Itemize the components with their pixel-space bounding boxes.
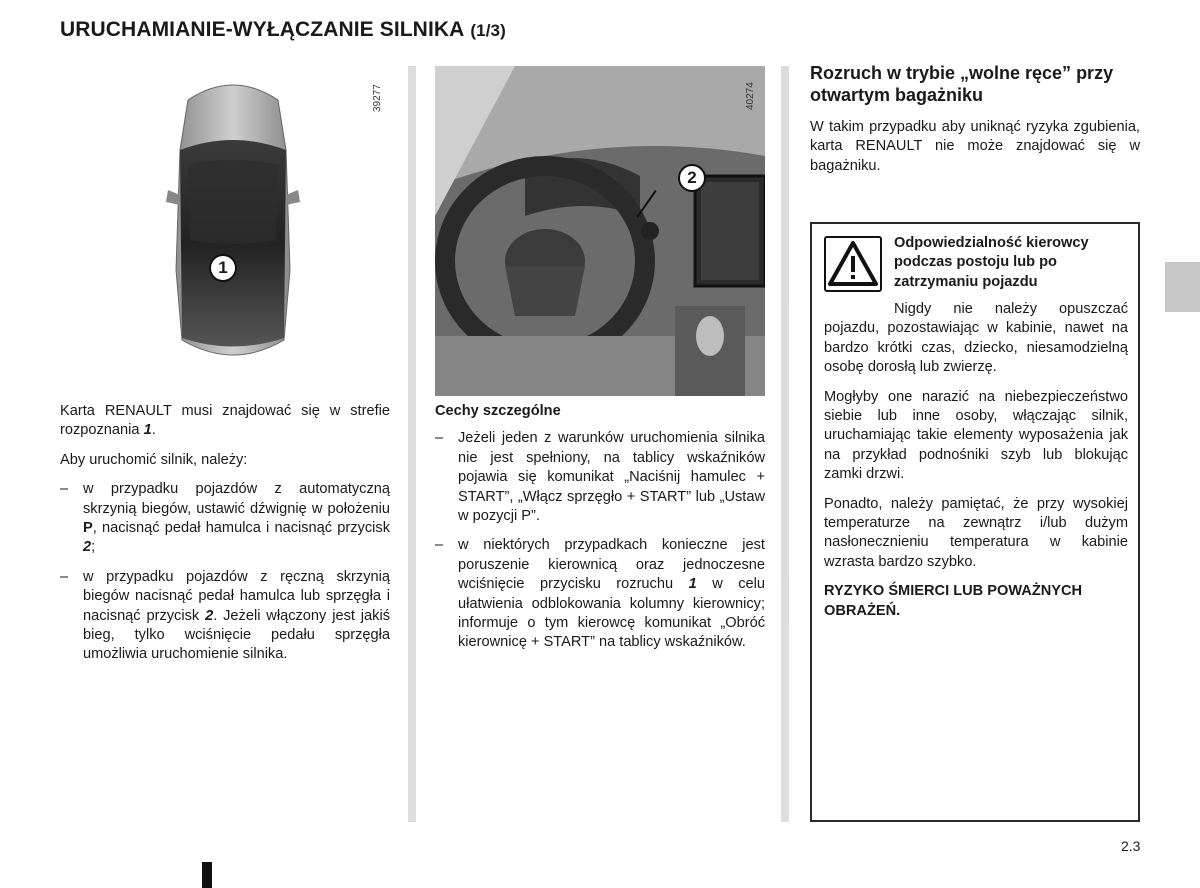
- figure-car-top-view: [148, 70, 318, 380]
- warning-paragraph: Nigdy nie należy opuszczać pojazdu, pozostawiając w kabinie, nawet na bardzo krótki czas, dziecko, niesamodzielną osobę dorosłą lub zwierzę.: [824, 301, 1128, 376]
- warning-box: [810, 222, 1140, 822]
- middle-column: [435, 402, 765, 663]
- title-main: URUCHAMIANIE-WYŁĄCZANIE SILNIKA: [60, 18, 465, 41]
- figure-dashboard: [435, 66, 765, 396]
- crop-mark: [202, 862, 212, 888]
- lead-text: Aby uruchomić silnik, należy:: [60, 451, 248, 468]
- callout-2: 2: [678, 164, 706, 192]
- chapter-tab: [1165, 262, 1200, 312]
- list-item: – w przypadku pojazdów z ręczną skrzynią biegów nacisnąć pedał hamulca lub sprzęgła i nacisnąć przycisk 2. Jeżeli włączony jest jakiś bieg, tylko wciśnięcie pedału sprzęgła umożliwia uruchomienie silnika.: [60, 568, 390, 663]
- warning-danger: RYZYKO ŚMIERCI LUB POWAŻNYCH OBRAŻEŃ.: [824, 583, 1083, 619]
- page-title: [60, 18, 506, 42]
- title-part: (1/3): [470, 21, 506, 40]
- column-divider-left: [408, 66, 416, 822]
- warning-paragraph: Ponadto, należy pamiętać, że przy wysokiej temperaturze na zewnątrz i/lub dużym nasłonecznieniu temperatura w kabinie wzrasta bardzo szybko.: [824, 495, 1128, 570]
- warning-heading: Odpowiedzialność kierowcy podczas postoju lub po zatrzymaniu pojazdu: [894, 235, 1089, 290]
- car-top-view-image: [148, 70, 318, 380]
- page-number: 2.3: [1121, 838, 1141, 854]
- list-item: – w przypadku pojazdów z automatyczną skrzynią biegów, ustawić dźwignię w położeniu P, nacisnąć pedał hamulca i nacisnąć przycisk 2;: [60, 481, 390, 556]
- list-item: – Jeżeli jeden z warunków uruchomienia silnika nie jest spełniony, na tablicy wskaźników pojawia się komunikat „Naciśnij hamulec + START”, „Włącz sprzęgło + START” lub „Ustaw w pozycji P”.: [435, 430, 765, 525]
- warning-paragraph: Mogłyby one narazić na niebezpieczeństwo siebie lub inne osoby, włączając silnik, uruchamiając takie elementy wyposażenia jak na przykład podnośniki szyb lub blokując zamki drzwi.: [824, 388, 1128, 483]
- right-heading: Rozruch w trybie „wolne ręce” przy otwartym bagażniku: [810, 63, 1114, 105]
- figure-number-1: 39277: [372, 84, 383, 112]
- intro-text: Karta RENAULT musi znajdować się w strefie rozpoznania 1.: [60, 403, 390, 439]
- right-body: W takim przypadku aby uniknąć ryzyka zgubienia, karta RENAULT nie może znajdować się w bagażniku.: [810, 119, 1140, 174]
- warning-icon: [824, 236, 882, 292]
- left-column: [60, 402, 390, 675]
- dashboard-image: [435, 66, 765, 396]
- column-divider-right: [781, 66, 789, 822]
- section-heading: Cechy szczególne: [435, 403, 561, 419]
- list-item: – w niektórych przypadkach konieczne jest poruszenie kierownicą oraz jednoczesne wciśnięcie przycisku rozruchu 1 w celu ułatwienia odblokowania kolumny kierownicy; informuje o tym kierowcę komunikat „Obróć kierownicę + START” na tablicy wskaźników.: [435, 537, 765, 651]
- figure-number-2: 40274: [745, 82, 756, 110]
- callout-1: 1: [209, 254, 237, 282]
